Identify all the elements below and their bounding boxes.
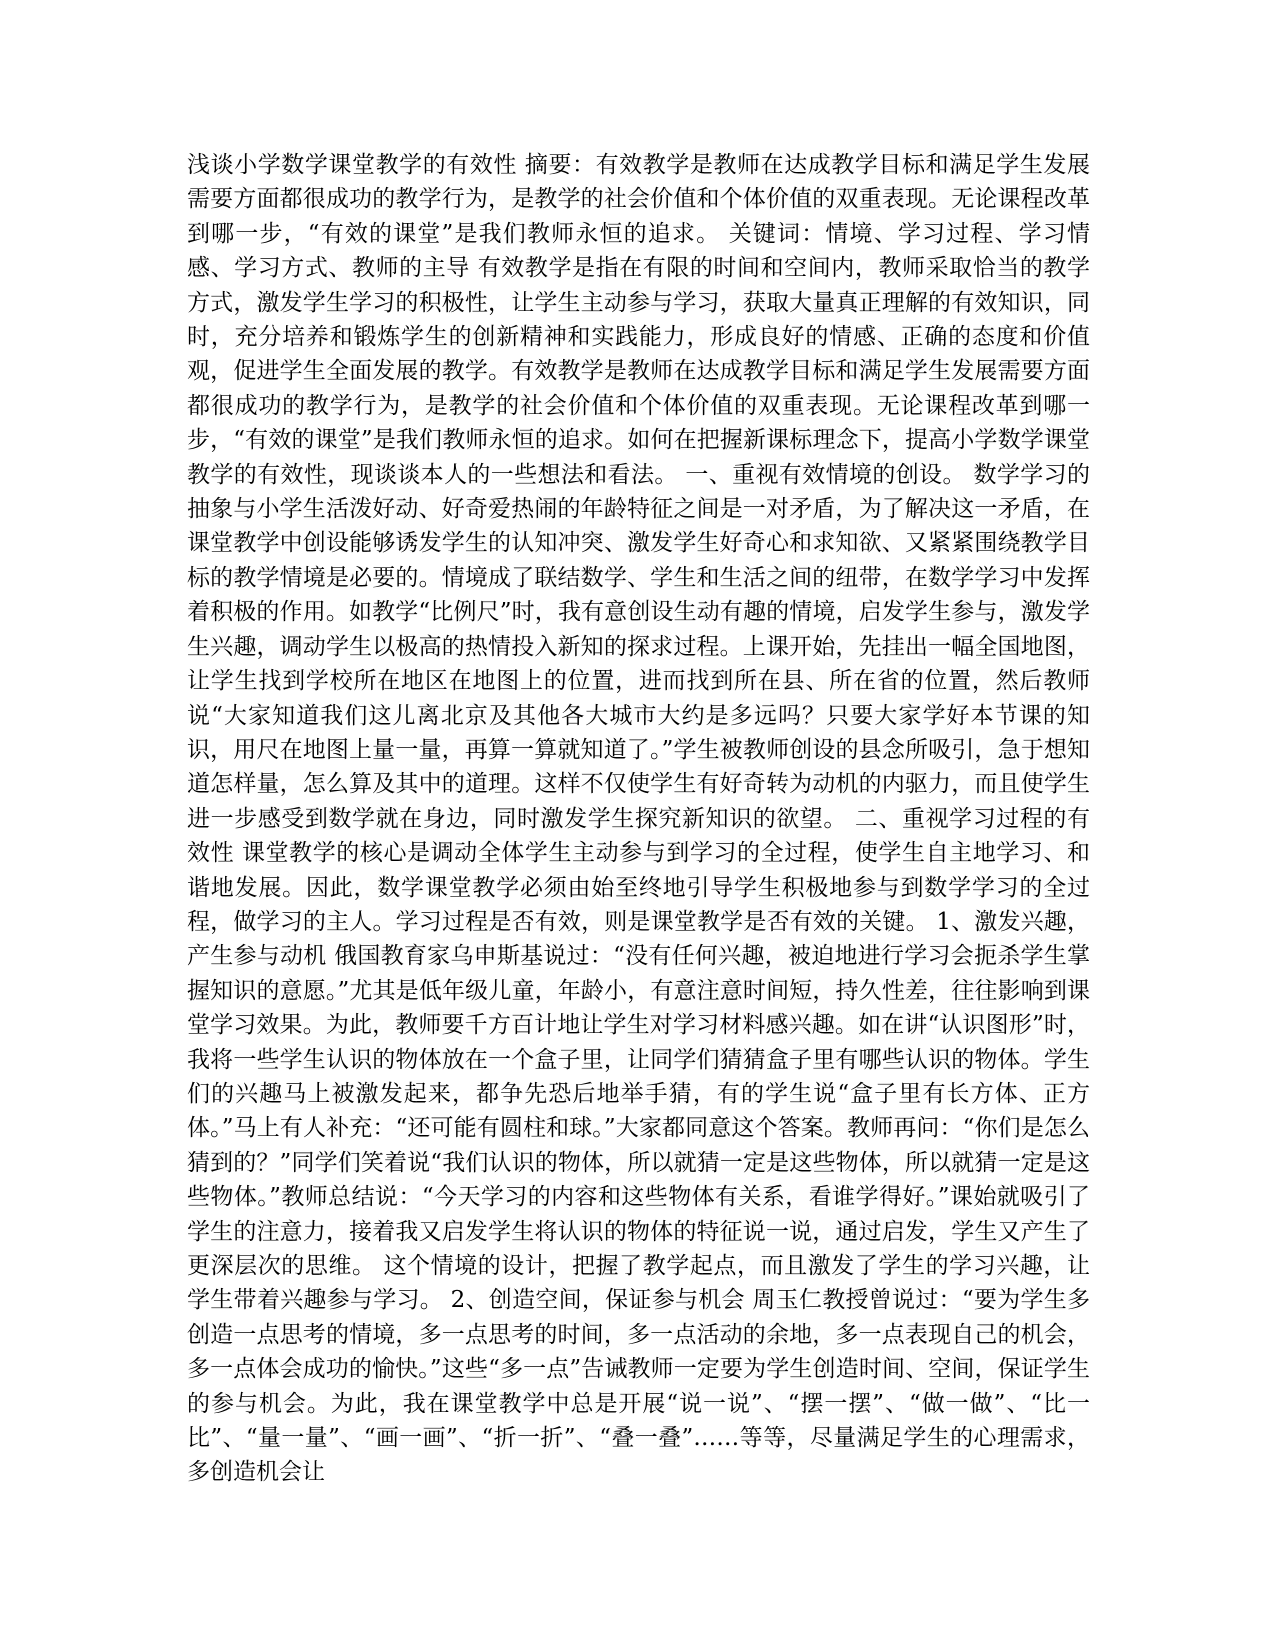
document-body-text: 浅谈小学数学课堂教学的有效性 摘要：有效教学是教师在达成教学目标和满足学生发展需要方面都很成功的教学行为，是教学的社会价值和个体价值的双重表现。无论课程改革到哪一步，“有效的课堂”是我们教师永恒的追求。 关键词：情境、学习过程、学习情感、学习方式、教师的主导 有效教学是指在有限的时间和空间内，教师采取恰当的教学方式，激发学生学习的积极性，让学生主动参与学习，获取大量真正理解的有效知识，同时，充分培养和锻炼学生的创新精神和实践能力，形成良好的情感、正确的态度和价值观，促进学生全面发展的教学。有效教学是教师在达成教学目标和满足学生发展需要方面都很成功的教学行为，是教学的社会价值和个体价值的双重表现。无论课程改革到哪一步，“有效的课堂”是我们教师永恒的追求。如何在把握新课标理念下，提高小学数学课堂教学的有效性，现谈谈本人的一些想法和看法。 一、重视有效情境的创设。 数学学习的抽象与小学生活泼好动、好奇爱热闹的年龄特征之间是一对矛盾，为了解决这一矛盾，在课堂教学中创设能够诱发学生的认知冲突、激发学生好奇心和求知欲、又紧紧围绕教学目标的教学情境是必要的。情境成了联结数学、学生和生活之间的纽带，在数学学习中发挥着积极的作用。如教学“比例尺”时，我有意创设生动有趣的情境，启发学生参与，激发学生兴趣，调动学生以极高的热情投入新知的探求过程。上课开始，先挂出一幅全国地图，让学生找到学校所在地区在地图上的位置，进而找到所在县、所在省的位置，然后教师说“大家知道我们这儿离北京及其他各大城市大约是多远吗？只要大家学好本节课的知识，用尺在地图上量一量，再算一算就知道了。”学生被教师创设的县念所吸引，急于想知道怎样量，怎么算及其中的道理。这样不仅使学生有好奇转为动机的内驱力，而且使学生进一步感受到数学就在身边，同时激发学生探究新知识的欲望。 二、重视学习过程的有效性 课堂教学的核心是调动全体学生主动参与到学习的全过程，使学生自主地学习、和谐地发展。因此，数学课堂教学必须由始至终地引导学生积极地参与到数学学习的全过程，做学习的主人。学习过程是否有效，则是课堂教学是否有效的关键。 1、激发兴趣，产生参与动机 俄国教育家乌申斯基说过：“没有任何兴趣，被迫地进行学习会扼杀学生掌握知识的意愿。”尤其是低年级儿童，年龄小，有意注意时间短，持久性差，往往影响到课堂学习效果。为此，教师要千方百计地让学生对学习材料感兴趣。如在讲“认识图形”时，我将一些学生认识的物体放在一个盒子里，让同学们猜猜盒子里有哪些认识的物体。学生们的兴趣马上被激发起来，都争先恐后地举手猜，有的学生说“盒子里有长方体、正方体。”马上有人补充：“还可能有圆柱和球。”大家都同意这个答案。教师再问：“你们是怎么猜到的？”同学们笑着说“我们认识的物体，所以就猜一定是这些物体，所以就猜一定是这些物体。”教师总结说：“今天学习的内容和这些物体有关系，看谁学得好。”课始就吸引了学生的注意力，接着我又启发学生将认识的物体的特征说一说，通过启发，学生又产生了更深层次的思维。 这个情境的设计，把握了教学起点，而且激发了学生的学习兴趣，让学生带着兴趣参与学习。 2、创造空间，保证参与机会 周玉仁教授曾说过：“要为学生多创造一点思考的情境，多一点思考的时间，多一点活动的余地，多一点表现自己的机会，多一点体会成功的愉快。”这些“多一点”告诫教师一定要为学生创造时间、空间，保证学生的参与机会。为此，我在课堂教学中总是开展“说一说”、“摆一摆”、“做一做”、“比一比”、“量一量”、“画一画”、“折一折”、“叠一叠”……等等，尽量满足学生的心理需求，多创造机会让 [187,152,1090,1486]
